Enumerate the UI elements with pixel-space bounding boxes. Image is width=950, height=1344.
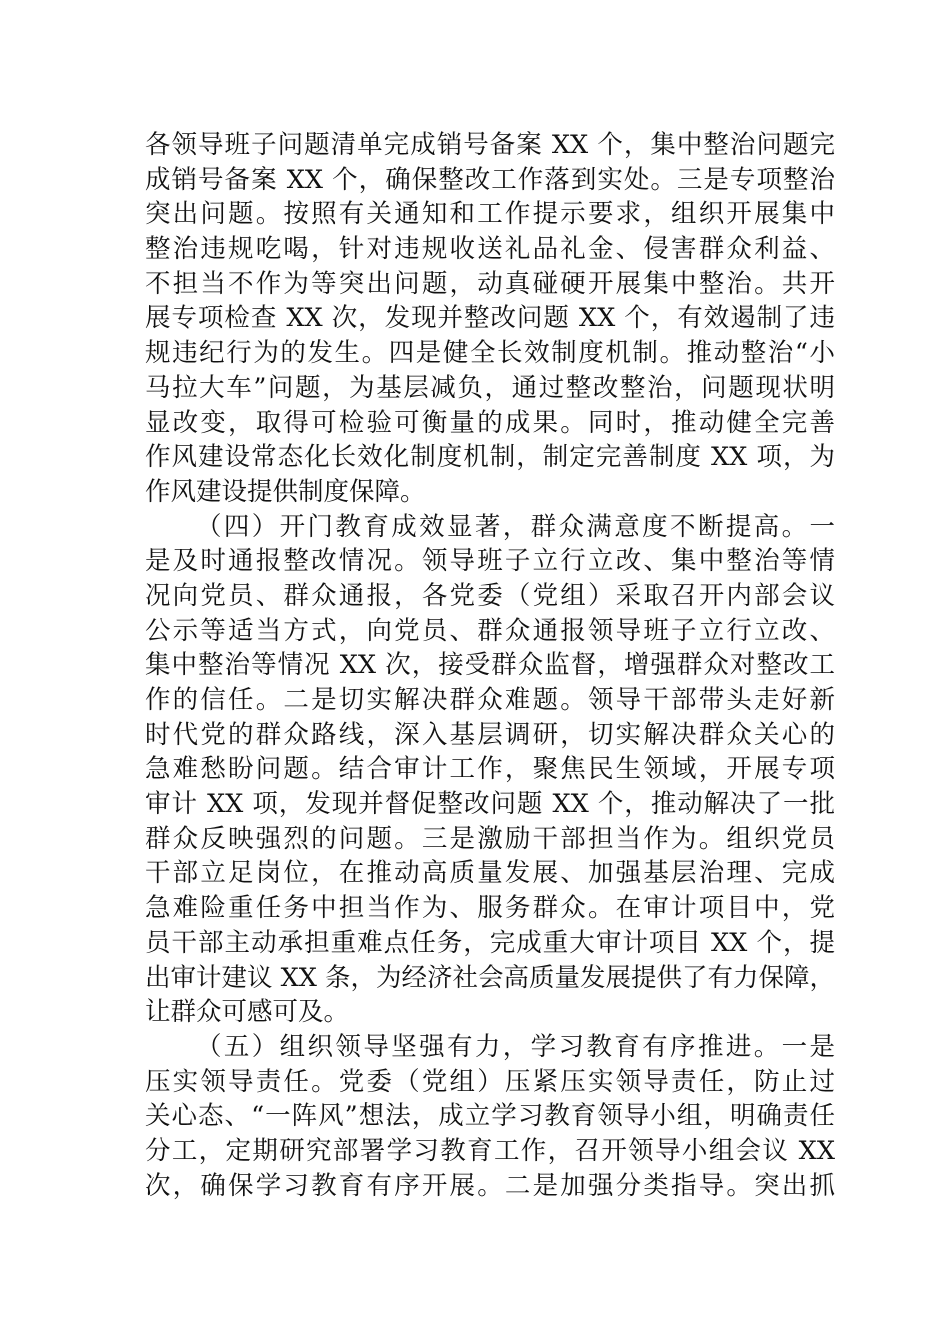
text-line: 是及时通报整改情况。领导班子立行立改、集中整治等情 xyxy=(145,546,835,577)
section-heading-line: （五）组织领导坚强有力，学习教育有序推进。一是 xyxy=(196,1031,835,1062)
text-line: 作风建设提供制度保障。 xyxy=(145,476,426,507)
text-line: 审计 XX 项，发现并督促整改问题 XX 个，推动解决了一批 xyxy=(145,789,835,820)
text-line: 急难险重任务中担当作为、服务群众。在审计项目中，党 xyxy=(145,893,835,924)
text-line: 公示等适当方式，向党员、群众通报领导班子立行立改、 xyxy=(145,615,835,646)
text-line: 整治违规吃喝，针对违规收送礼品礼金、侵害群众利益、 xyxy=(145,234,835,265)
text-line: 急难愁盼问题。结合审计工作，聚焦民生领域，开展专项 xyxy=(145,754,835,785)
text-line: 压实领导责任。党委（党组）压紧压实领导责任，防止过 xyxy=(145,1066,835,1097)
text-line: 员干部主动承担重难点任务，完成重大审计项目 XX 个，提 xyxy=(145,927,835,958)
text-line: 作的信任。二是切实解决群众难题。领导干部带头走好新 xyxy=(145,685,835,715)
section-heading-line: （四）开门教育成效显著，群众满意度不断提高。一 xyxy=(196,511,835,542)
text-line: 关心态、“一阵风”想法，成立学习教育领导小组，明确责任 xyxy=(145,1101,835,1132)
text-line: 况向党员、群众通报，各党委（党组）采取召开内部会议 xyxy=(145,580,835,611)
text-line: 集中整治等情况 XX 次，接受群众监督，增强群众对整改工 xyxy=(145,650,835,681)
text-line: 干部立足岗位，在推动高质量发展、加强基层治理、完成 xyxy=(145,858,835,889)
text-line: 分工，定期研究部署学习教育工作，召开领导小组会议 XX xyxy=(145,1135,835,1166)
text-line: 时代党的群众路线，深入基层调研，切实解决群众关心的 xyxy=(145,719,835,750)
text-line: 群众反映强烈的问题。三是激励干部担当作为。组织党员 xyxy=(145,823,835,854)
body-text xyxy=(145,128,835,1203)
text-line: 不担当不作为等突出问题，动真碰硬开展集中整治。共开 xyxy=(145,268,835,299)
text-line: 成销号备案 XX 个，确保整改工作落到实处。三是专项整治 xyxy=(145,164,835,195)
text-line: 出审计建议 XX 条，为经济社会高质量发展提供了有力保障， xyxy=(145,962,836,993)
text-line: 作风建设常态化长效化制度机制，制定完善制度 XX 项，为 xyxy=(145,442,835,473)
text-line: 突出问题。按照有关通知和工作提示要求，组织开展集中 xyxy=(145,199,835,230)
text-line: 次，确保学习教育有序开展。二是加强分类指导。突出抓 xyxy=(145,1170,835,1201)
text-line: 让群众可感可及。 xyxy=(145,997,350,1028)
text-line: 展专项检查 XX 次，发现并整改问题 XX 个，有效遏制了违 xyxy=(145,303,835,334)
text-line: 各领导班子问题清单完成销号备案 XX 个，集中整治问题完 xyxy=(145,130,835,160)
text-line: 规违纪行为的发生。四是健全长效制度机制。推动整治“小 xyxy=(145,338,835,369)
text-line: 显改变，取得可检验可衡量的成果。同时，推动健全完善 xyxy=(145,407,835,438)
text-line: 马拉大车”问题，为基层减负，通过整改整治，问题现状明 xyxy=(145,372,835,403)
